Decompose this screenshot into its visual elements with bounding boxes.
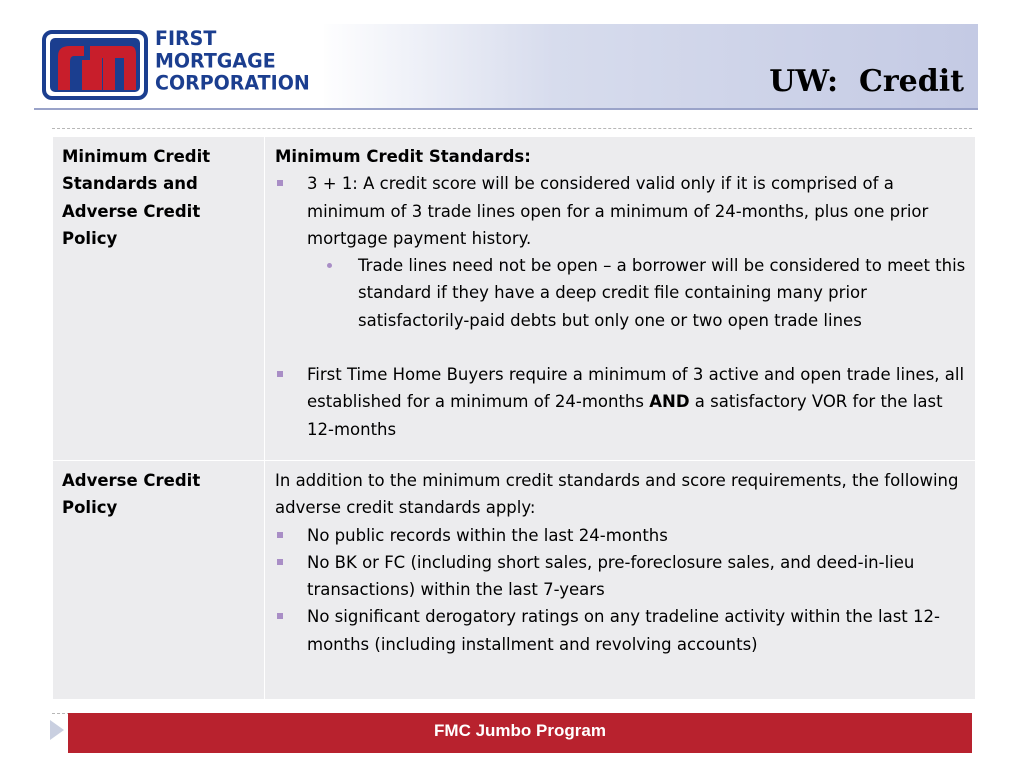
bullet-fthb-and: AND [649, 392, 690, 412]
row-body-minimum-credit [265, 137, 976, 461]
logo-line-first: FIRST [155, 27, 217, 51]
slide-title: UW: Credit [769, 64, 964, 99]
logo-line-corporation: CORPORATION [155, 71, 310, 95]
footer-text: FMC Jumbo Program [434, 721, 606, 740]
list-item [275, 549, 967, 604]
minimum-credit-heading: Minimum Credit Standards: [275, 147, 531, 166]
list-item [275, 252, 967, 334]
triangle-right-icon [50, 720, 64, 740]
list-item [275, 361, 967, 443]
adverse-credit-list [275, 522, 967, 658]
bullet-trade-lines: Trade lines need not be open – a borrower will be considered to meet this standard if they have a deep credit file containing many prior satisfactorily-paid debts but only one or two open trade lines [358, 256, 966, 330]
bullet-fthb-part2: a satisfactory VOR for the last 12-months [307, 392, 943, 439]
bullet-bk-fc: No BK or FC (including short sales, pre-foreclosure sales, and deed-in-lieu transactions) within the last 7-years [307, 552, 915, 600]
row-label-minimum-credit: Minimum Credit Standards and Adverse Credit Policy [53, 137, 265, 461]
fmc-logo-icon [42, 30, 148, 100]
minimum-credit-list [275, 170, 967, 443]
credit-policy-table [52, 136, 976, 700]
row-label-adverse-credit: Adverse Credit Policy [53, 461, 265, 700]
bullet-3-plus-1: 3 + 1: A credit score will be considered valid only if it is comprised of a minimum of 3 trade lines open for a minimum of 24-months, plus one prior mortgage payment history. [307, 174, 929, 248]
footer-bar [68, 713, 972, 753]
bullet-fthb-part1: First Time Home Buyers require a minimum of 3 active and open trade lines, all established for a minimum of 24-months [307, 365, 965, 412]
list-item [275, 170, 967, 361]
logo-line-mortgage: MORTGAGE [155, 49, 276, 73]
logo-wordmark [155, 28, 310, 94]
spacer [307, 334, 967, 361]
row-body-adverse-credit [265, 461, 976, 700]
header-divider [34, 108, 978, 110]
table-row [53, 137, 976, 461]
list-item [275, 603, 967, 658]
dashed-divider-top [52, 128, 972, 129]
list-item [275, 522, 967, 549]
adverse-credit-intro: In addition to the minimum credit standards and score requirements, the following adverse credit standards apply: [275, 471, 959, 518]
bullet-public-records: No public records within the last 24-months [307, 525, 668, 545]
sub-list [275, 252, 967, 334]
bullet-derogatory: No significant derogatory ratings on any tradeline activity within the last 12-months (including installment and revolving accounts) [307, 607, 940, 654]
table-row [53, 461, 976, 700]
